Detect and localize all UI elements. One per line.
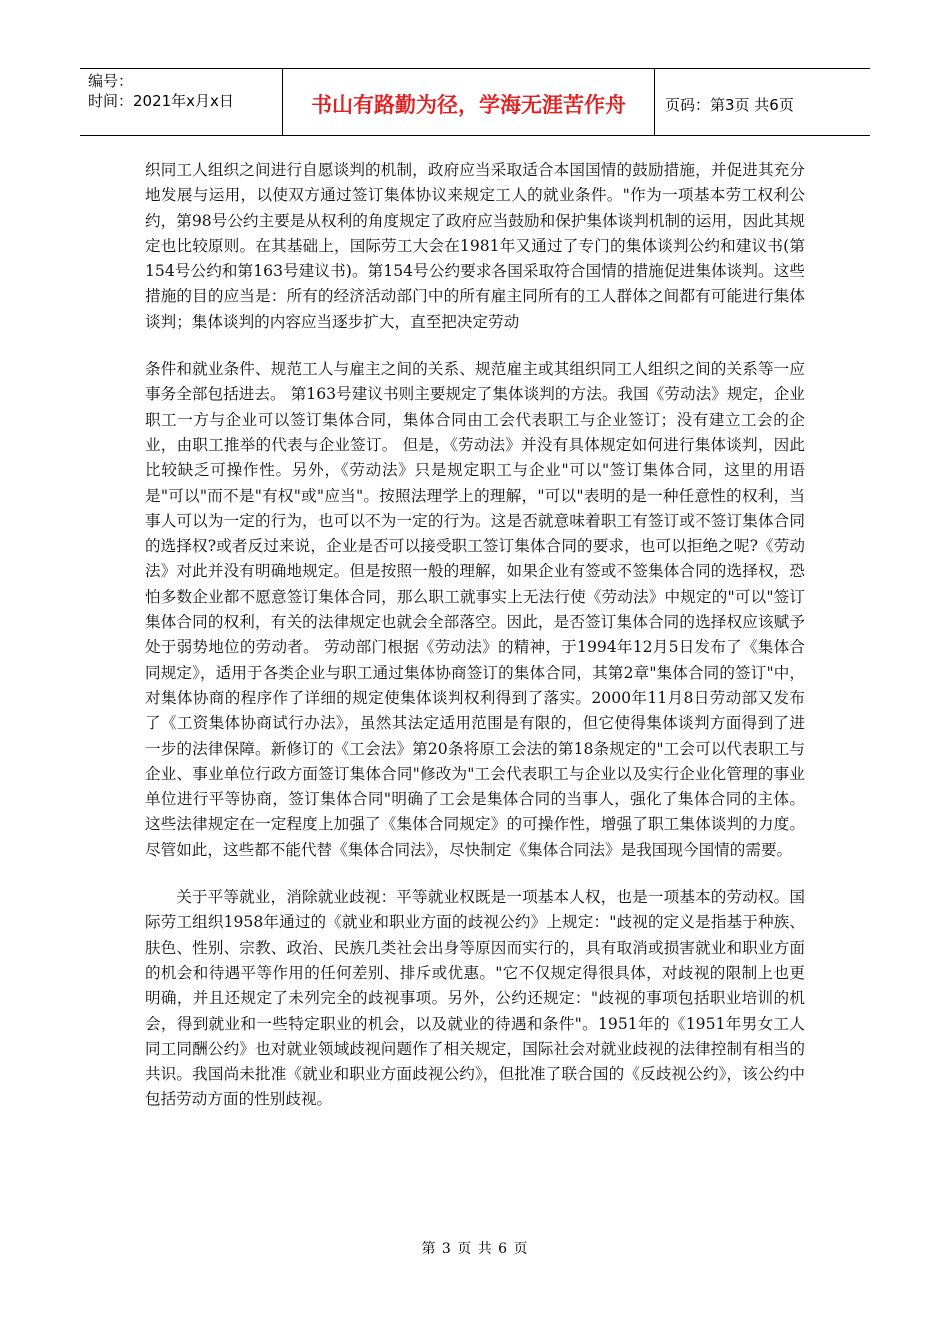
doc-date: 时间：2021年x月x日 bbox=[88, 92, 234, 110]
header-meta bbox=[80, 69, 283, 135]
body-paragraph-2: 条件和就业条件、规范工人与雇主之间的关系、规范雇主或其组织同工人组织之间的关系等一应事务全部包括进去。 第163号建议书则主要规定了集体谈判的方法。我国《劳动法》规定，企业职工一方与企业可以签订集体合同，集体合同由工会代表职工与企业签订；没有建立工会的企业，由职工推举的代表与企业签订。 但是，《劳动法》并没有具体规定如何进行集体谈判，因此比较缺乏可操作性。另外，《劳动法》只是规定职工与企业"可以"签订集体合同，这里的用语是"可以"而不是"有权"或"应当"。按照法理学上的理解，"可以"表明的是一种任意性的权利，当事人可以为一定的行为，也可以不为一定的行为。这是否就意味着职工有签订或不签订集体合同的选择权?或者反过来说，企业是否可以接受职工签订集体合同的要求，也可以拒绝之呢?《劳动法》对此并没有明确地规定。但是按照一般的理解，如果企业有签或不签集体合同的选择权，恐怕多数企业都不愿意签订集体合同，那么职工就事实上无法行使《劳动法》中规定的"可以"签订集体合同的权利，有关的法律规定也就会全部落空。因此，是否签订集体合同的选择权应该赋予处于弱势地位的劳动者。 劳动部门根据《劳动法》的精神，于1994年12月5日发布了《集体合同规定》，适用于各类企业与职工通过集体协商签订的集体合同，其第2章"集体合同的签订"中，对集体协商的程序作了详细的规定使集体谈判权利得到了落实。2000年11月8日劳动部又发布了《工资集体协商试行办法》，虽然其法定适用范围是有限的，但它使得集体谈判方面得到了进一步的法律保障。新修订的《工会法》第20条将原工会法的第18条规定的"工会可以代表职工与企业、事业单位行政方面签订集体合同"修改为"工会代表职工与企业以及实行企业化管理的事业单位进行平等协商，签订集体合同"明确了工会是集体合同的当事人，强化了集体合同的主体。这些法律规定在一定程度上加强了《集体合同规定》的可操作性，增强了职工集体谈判的力度。尽管如此，这些都不能代替《集体合同法》，尽快制定《集体合同法》是我国现今国情的需要。 bbox=[145, 360, 805, 859]
page-footer: 第 3 页 共 6 页 bbox=[421, 1241, 529, 1257]
document-body bbox=[145, 158, 805, 1113]
doc-number-label: 编号： bbox=[88, 72, 134, 90]
body-paragraph-3: 关于平等就业，消除就业歧视：平等就业权既是一项基本人权，也是一项基本的劳动权。国际劳工组织1958年通过的《就业和职业方面的歧视公约》上规定："歧视的定义是指基于种族、肤色、性别、宗教、政治、民族几类社会出身等原因而实行的，具有取消或损害就业和职业方面的机会和待遇平等作用的任何差别、排斥或优惠。"它不仅规定得很具体，对歧视的限制上也更明确，并且还规定了未列完全的歧视事项。另外，公约还规定："歧视的事项包括职业培训的机会，得到就业和一些特定职业的机会，以及就业的待遇和条件"。1951年的《1951年男女工人同工同酬公约》也对就业领域歧视问题作了相关规定，国际社会对就业歧视的法律控制有相当的共识。我国尚未批准《就业和职业方面歧视公约》，但批准了联合国的《反歧视公约》，该公约中包括劳动方面的性别歧视。 bbox=[145, 888, 805, 1109]
header-motto: 书山有路勤为径，学海无涯苦作舟 bbox=[283, 69, 655, 135]
body-paragraph-1: 织同工人组织之间进行自愿谈判的机制，政府应当采取适合本国国情的鼓励措施，并促进其充分地发展与运用，以使双方通过签订集体协议来规定工人的就业条件。"作为一项基本劳工权利公约，第98号公约主要是从权利的角度规定了政府应当鼓励和保护集体谈判机制的运用，因此其规定也比较原则。在其基础上，国际劳工大会在1981年又通过了专门的集体谈判公约和建议书(第154号公约和第163号建议书)。第154号公约要求各国采取符合国情的措施促进集体谈判。这些措施的目的应当是：所有的经济活动部门中的所有雇主同所有的工人群体之间都有可能进行集体谈判；集体谈判的内容应当逐步扩大，直至把决定劳动 bbox=[145, 161, 805, 331]
page-header bbox=[80, 68, 870, 136]
header-page-info: 页码：第3页 共6页 bbox=[665, 95, 794, 114]
